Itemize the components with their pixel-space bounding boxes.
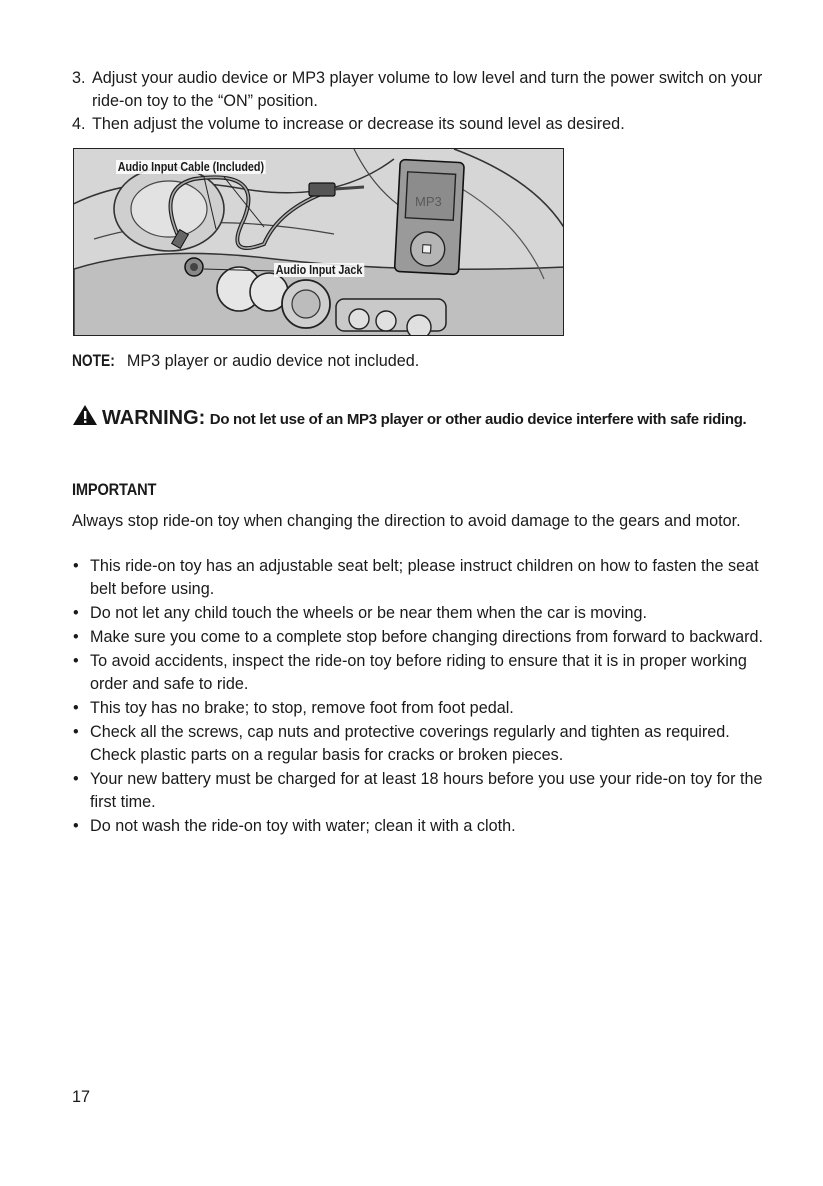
callout-leader-lines [74, 149, 564, 336]
steps-list [72, 67, 772, 136]
warning-text: Do not let use of an MP3 player or other audio device interfere with safe riding. [209, 411, 747, 428]
list-item: • This toy has no brake; to stop, remove foot from foot pedal. [72, 697, 772, 720]
page-number: 17 [72, 1088, 91, 1106]
step-number: 3. [72, 69, 86, 87]
bullet-symbol: • [73, 723, 79, 741]
step-3 [72, 67, 772, 113]
list-item: • This ride-on toy has an adjustable seat belt; please instruct children on how to fasten the seat belt before using. [73, 557, 759, 598]
callout-audio-input-jack: Audio Input Jack [275, 263, 363, 277]
step-text: Adjust your audio device or MP3 player volume to low level and turn the power switch on your ride-on toy to the “ON” position. [92, 69, 763, 110]
important-heading: IMPORTANT [72, 480, 157, 499]
step-text: Then adjust the volume to increase or decrease its sound level as desired. [92, 115, 625, 133]
note [72, 350, 419, 373]
warning-triangle-icon [72, 404, 98, 435]
important-intro: Always stop ride-on toy when changing the direction to avoid damage to the gears and motor. [72, 512, 741, 530]
safety-bullet-list [72, 555, 772, 839]
step-4 [72, 113, 772, 136]
note-label: NOTE: [72, 352, 115, 370]
step-number: 4. [72, 115, 86, 133]
bullet-symbol: • [73, 652, 79, 670]
bullet-symbol: • [73, 817, 79, 835]
callout-audio-input-cable: Audio Input Cable (Included) [117, 160, 265, 174]
bullet-symbol: • [73, 699, 79, 717]
warning-block [72, 404, 772, 435]
mp3-screen-label: MP3 [415, 194, 442, 209]
warning-label: WARNING: [102, 407, 206, 429]
bullet-symbol: • [73, 770, 79, 788]
list-item: • Make sure you come to a complete stop before changing directions from forward to backward. [72, 626, 772, 649]
list-item: • Do not let any child touch the wheels or be near them when the car is moving. [72, 602, 772, 625]
list-item: • Check all the screws, cap nuts and protective coverings regularly and tighten as required. Check plastic parts on a regular basis for cracks or broken pieces. [73, 723, 730, 764]
bullet-symbol: • [73, 557, 79, 575]
bullet-symbol: • [73, 628, 79, 646]
list-item: • To avoid accidents, inspect the ride-on toy before riding to ensure that it is in proper working order and safe to ride. [73, 652, 747, 693]
note-text: MP3 player or audio device not included. [126, 352, 420, 370]
list-item: • Do not wash the ride-on toy with water; clean it with a cloth. [72, 815, 772, 838]
bullet-symbol: • [73, 604, 79, 622]
list-item: • Your new battery must be charged for at least 18 hours before you use your ride-on toy for the first time. [73, 770, 763, 811]
audio-input-illustration [73, 148, 564, 336]
